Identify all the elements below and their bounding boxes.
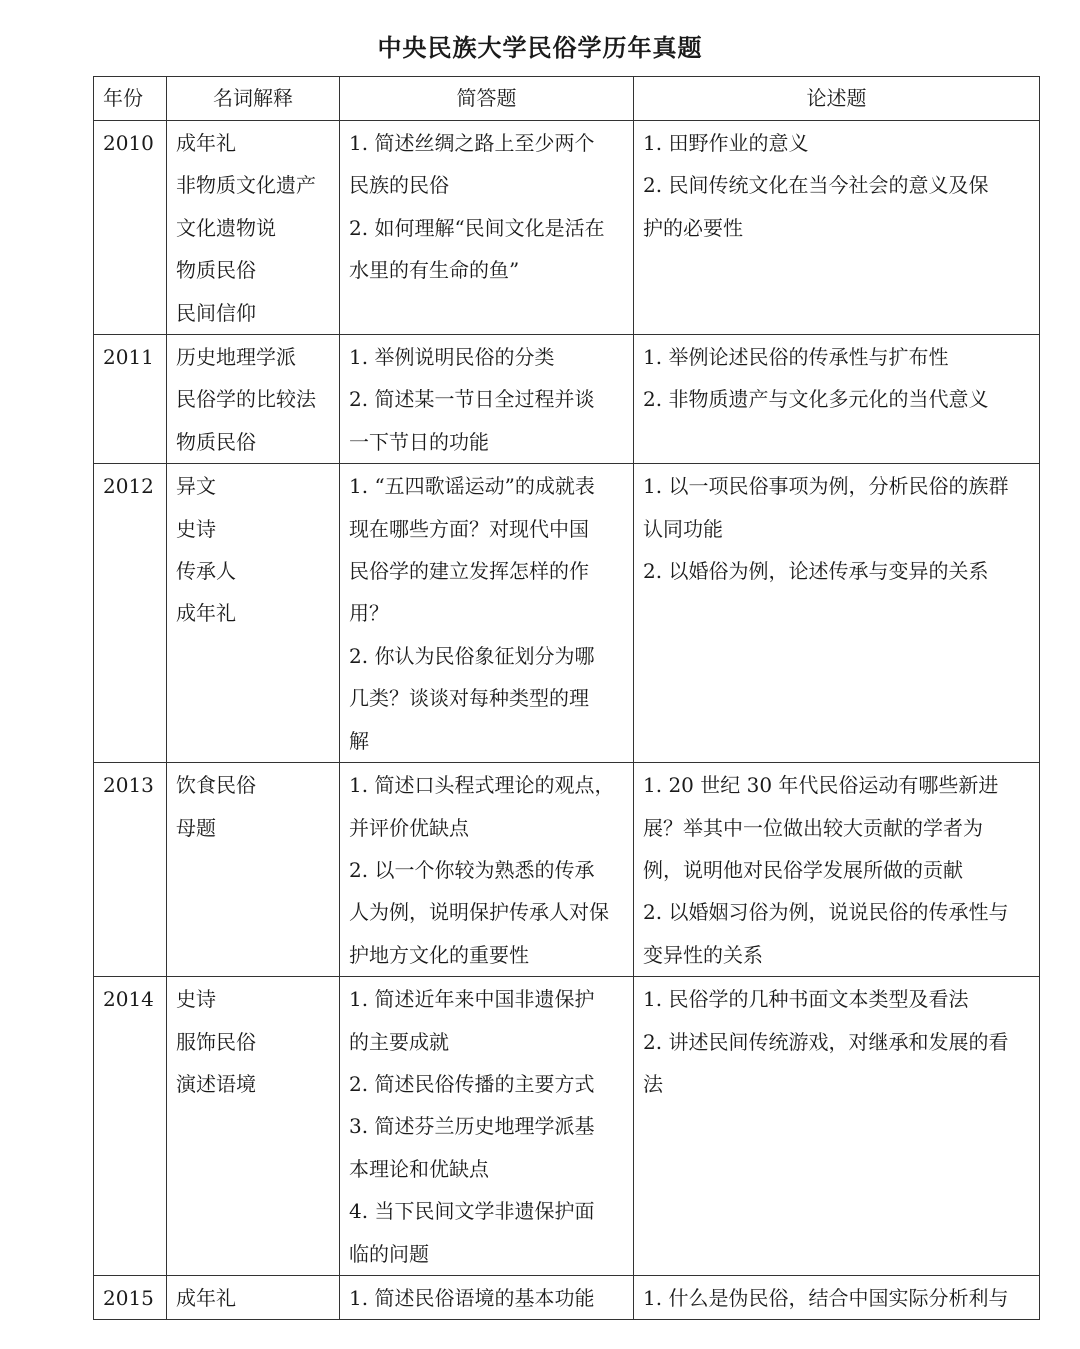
short-answer-line: 几类？谈谈对每种类型的理 (349, 686, 589, 711)
short-answer-line: 2. 简述民俗传播的主要方式 (349, 1071, 595, 1096)
short-answer-line: 1. 举例说明民俗的分类 (349, 345, 555, 370)
table-row (94, 763, 1040, 977)
essay-line: 2. 讲述民间传统游戏，对继承和发展的看 (643, 1029, 1009, 1054)
header-year: 年份 (94, 77, 167, 121)
short-answer-line: 2. 简述某一节日全过程并谈 (349, 387, 595, 412)
short-answer-line: 2. 如何理解“民间文化是活在 (349, 215, 605, 240)
year-cell: 2012 (94, 464, 167, 763)
term-line: 非物质文化遗产 (176, 173, 316, 198)
term-line: 物质民俗 (176, 258, 256, 283)
exam-table (93, 76, 1040, 1320)
essay-line: 1. 以一项民俗事项为例，分析民俗的族群 (643, 474, 1009, 499)
short-answer-cell (340, 1275, 634, 1319)
term-line: 成年礼 (176, 131, 236, 155)
short-answer-line: 4. 当下民间文学非遗保护面 (349, 1199, 595, 1224)
header-row (94, 77, 1040, 121)
term-line: 文化遗物说 (176, 215, 276, 240)
short-answer-line: 2. 你认为民俗象征划分为哪 (349, 643, 595, 668)
essay-cell (634, 335, 1040, 464)
short-answer-line: 民俗学的建立发挥怎样的作 (349, 559, 589, 584)
year-cell: 2010 (94, 121, 167, 335)
term-line: 成年礼 (176, 1285, 236, 1310)
year-cell: 2011 (94, 335, 167, 464)
short-answer-line: 本理论和优缺点 (349, 1156, 489, 1181)
essay-line: 1. 举例论述民俗的传承性与扩布性 (643, 345, 949, 370)
table-row (94, 1275, 1040, 1319)
essay-cell (634, 464, 1040, 763)
term-line: 史诗 (176, 516, 216, 541)
essay-cell (634, 977, 1040, 1276)
essay-line: 变异性的关系 (643, 942, 763, 967)
short-answer-cell (340, 464, 634, 763)
term-line: 饮食民俗 (176, 773, 256, 798)
terms-cell (167, 335, 340, 464)
terms-cell (167, 763, 340, 977)
essay-line: 护的必要性 (643, 215, 743, 240)
essay-cell (634, 121, 1040, 335)
short-answer-line: 1. 简述丝绸之路上至少两个 (349, 131, 595, 155)
term-line: 民间信仰 (176, 300, 256, 325)
essay-line: 1. 民俗学的几种书面文本类型及看法 (643, 987, 969, 1012)
essay-line: 2. 以婚俗为例，论述传承与变异的关系 (643, 559, 989, 584)
table-row (94, 977, 1040, 1276)
short-answer-cell (340, 763, 634, 977)
essay-line: 2. 以婚姻习俗为例，说说民俗的传承性与 (643, 900, 1009, 925)
essay-line: 法 (643, 1071, 663, 1096)
essay-line: 2. 非物质遗产与文化多元化的当代意义 (643, 387, 989, 412)
short-answer-line: 民族的民俗 (349, 173, 449, 198)
header-short-answer: 简答题 (340, 77, 634, 121)
short-answer-line: 1. 简述近年来中国非遗保护 (349, 987, 595, 1012)
essay-line: 2. 民间传统文化在当今社会的意义及保 (643, 173, 989, 198)
short-answer-line: 人为例，说明保护传承人对保 (349, 900, 609, 925)
short-answer-line: 用？ (349, 601, 389, 626)
term-line: 历史地理学派 (176, 345, 296, 370)
year-cell: 2014 (94, 977, 167, 1276)
short-answer-line: 2. 以一个你较为熟悉的传承 (349, 857, 595, 882)
header-essay: 论述题 (634, 77, 1040, 121)
term-line: 服饰民俗 (176, 1029, 256, 1054)
essay-cell (634, 763, 1040, 977)
short-answer-line: 临的问题 (349, 1241, 429, 1266)
short-answer-line: 一下节日的功能 (349, 429, 489, 454)
table-row (94, 121, 1040, 335)
short-answer-line: 现在哪些方面？对现代中国 (349, 516, 589, 541)
term-line: 传承人 (176, 559, 236, 584)
short-answer-line: 水里的有生命的鱼” (349, 258, 520, 283)
essay-line: 认同功能 (643, 516, 723, 541)
term-line: 民俗学的比较法 (176, 387, 316, 412)
essay-line: 展？举其中一位做出较大贡献的学者为 (643, 815, 983, 840)
table-row (94, 335, 1040, 464)
header-terms: 名词解释 (167, 77, 340, 121)
document-title: 中央民族大学民俗学历年真题 (377, 33, 703, 62)
terms-cell (167, 977, 340, 1276)
term-line: 史诗 (176, 987, 216, 1012)
essay-line: 1. 20 世纪 30 年代民俗运动有哪些新进 (643, 773, 999, 798)
term-line: 演述语境 (176, 1071, 256, 1096)
short-answer-line: 解 (349, 728, 369, 753)
short-answer-line: 1. “五四歌谣运动”的成就表 (349, 474, 595, 499)
term-line: 物质民俗 (176, 429, 256, 454)
table-row (94, 464, 1040, 763)
short-answer-cell (340, 121, 634, 335)
term-line: 母题 (176, 815, 216, 840)
essay-line: 1. 田野作业的意义 (643, 131, 809, 155)
short-answer-line: 3. 简述芬兰历史地理学派基 (349, 1114, 595, 1139)
essay-line: 1. 什么是伪民俗，结合中国实际分析利与 (643, 1285, 1009, 1310)
short-answer-cell (340, 335, 634, 464)
short-answer-line: 1. 简述民俗语境的基本功能 (349, 1285, 595, 1310)
short-answer-line: 护地方文化的重要性 (349, 942, 529, 967)
terms-cell (167, 1275, 340, 1319)
terms-cell (167, 121, 340, 335)
terms-cell (167, 464, 340, 763)
year-cell: 2015 (94, 1275, 167, 1319)
essay-cell (634, 1275, 1040, 1319)
term-line: 异文 (176, 474, 216, 499)
short-answer-cell (340, 977, 634, 1276)
essay-line: 例，说明他对民俗学发展所做的贡献 (643, 857, 963, 882)
short-answer-line: 的主要成就 (349, 1029, 449, 1054)
short-answer-line: 并评价优缺点 (349, 815, 469, 840)
term-line: 成年礼 (176, 601, 236, 626)
short-answer-line: 1. 简述口头程式理论的观点， (349, 773, 615, 798)
year-cell: 2013 (94, 763, 167, 977)
